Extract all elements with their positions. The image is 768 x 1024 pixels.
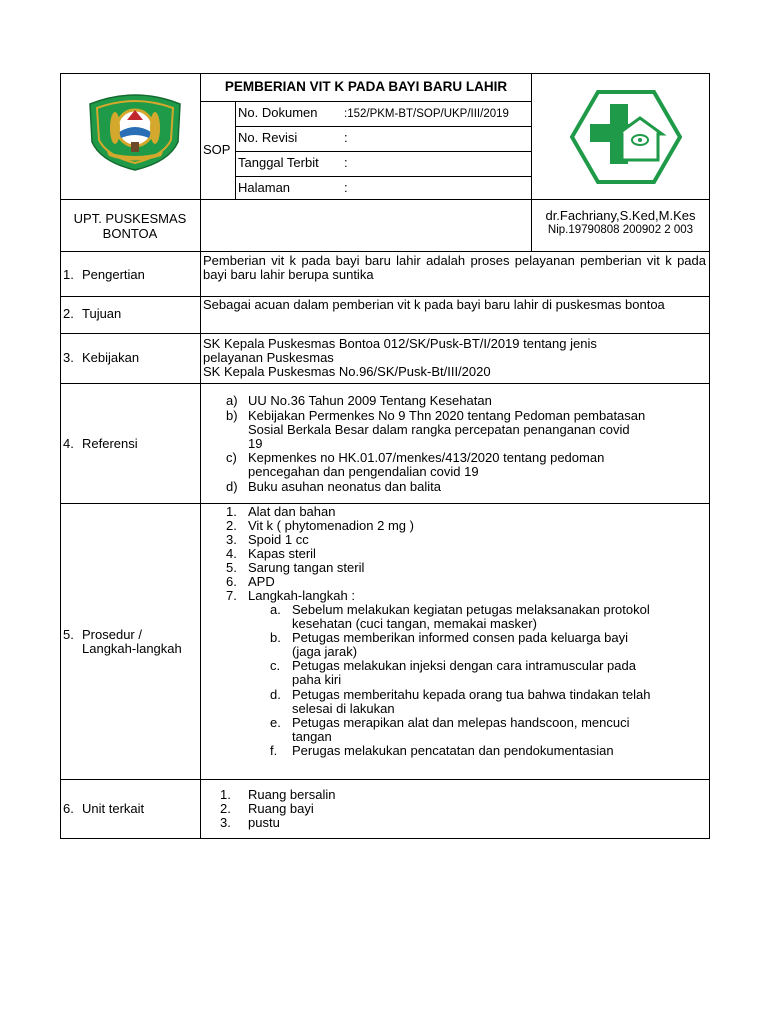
section-5-label-line-2: Langkah-langkah [82, 641, 182, 656]
section-3-line-3: SK Kepala Puskesmas No.96/SK/Pusk-Bt/III/2020 [203, 364, 491, 379]
regional-emblem-logo [85, 88, 185, 172]
meta-value-tanggal-terbit: : [344, 155, 348, 170]
list-text: Kapas steril [248, 546, 316, 561]
org-name-line-2: BONTOA [102, 226, 158, 241]
list-text: (jaga jarak) [292, 644, 358, 659]
list-text: Buku asuhan neonatus dan balita [248, 479, 441, 494]
list-marker: 7. [226, 588, 237, 603]
list-text: Spoid 1 cc [248, 532, 309, 547]
puskesmas-logo [570, 90, 682, 185]
list-text: APD [248, 574, 275, 589]
list-marker: f. [270, 743, 278, 758]
list-marker: b. [270, 630, 281, 645]
list-marker: 1. [226, 504, 237, 519]
section-3-number: 3. [63, 350, 74, 365]
org-name-line-1: UPT. PUSKESMAS [73, 211, 187, 226]
list-text: selesai di lakukan [292, 701, 395, 716]
section-2-text: Sebagai acuan dalam pemberian vit k pada bayi baru lahir di puskesmas bontoa [203, 297, 665, 312]
list-marker: c. [270, 658, 281, 673]
list-marker: 1. [220, 787, 231, 802]
list-marker: 3. [220, 815, 231, 830]
meta-label-halaman: Halaman [238, 180, 291, 195]
list-text: Alat dan bahan [248, 504, 336, 519]
section-5-number: 5. [63, 627, 74, 642]
list-text: Kepmenkes no HK.01.07/menkes/413/2020 tentang pedoman [248, 450, 605, 465]
list-marker: 3. [226, 532, 237, 547]
list-marker: 6. [226, 574, 237, 589]
section-2-number: 2. [63, 306, 74, 321]
list-marker: 2. [226, 518, 237, 533]
list-text: UU No.36 Tahun 2009 Tentang Kesehatan [248, 393, 492, 408]
list-marker: d) [226, 479, 238, 494]
section-3-label: Kebijakan [82, 350, 140, 365]
list-text: 19 [248, 436, 263, 451]
section-6-label: Unit terkait [82, 801, 145, 816]
list-text: paha kiri [292, 672, 342, 687]
list-text: Sosial Berkala Besar dalam rangka percepatan penanganan covid [248, 422, 630, 437]
section-1-text: Pemberian vit k pada bayi baru lahir adalah proses pelayanan pemberian vit k pada bayi baru lahir berupa suntika [203, 253, 706, 282]
sop-label: SOP [203, 142, 231, 157]
section-6-number: 6. [63, 801, 74, 816]
meta-value-halaman: : [344, 180, 348, 195]
signer-nip: Nip.19790808 200902 2 003 [547, 224, 694, 236]
section-4-label: Referensi [82, 436, 138, 451]
meta-value-no-revisi: : [344, 130, 348, 145]
meta-label-tanggal-terbit: Tanggal Terbit [238, 155, 319, 170]
list-marker: b) [226, 408, 238, 423]
meta-label-no-dokumen: No. Dokumen [238, 105, 318, 120]
signer-name: dr.Fachriany,S.Ked,M.Kes [545, 208, 696, 223]
list-marker: a. [270, 602, 281, 617]
list-marker: e. [270, 715, 281, 730]
section-1-number: 1. [63, 267, 74, 282]
section-4-number: 4. [63, 436, 74, 451]
list-text: Langkah-langkah : [248, 588, 355, 603]
list-text: Sebelum melakukan kegiatan petugas melaksanakan protokol [292, 602, 650, 617]
list-text: Sarung tangan steril [248, 560, 365, 575]
list-marker: 4. [226, 546, 237, 561]
section-3-line-2: pelayanan Puskesmas [203, 350, 334, 365]
list-text: Kebijakan Permenkes No 9 Thn 2020 tentang Pedoman pembatasan [248, 408, 646, 423]
list-text: Petugas melakukan injeksi dengan cara intramuscular pada [292, 658, 636, 673]
list-text: Ruang bayi [248, 801, 314, 816]
section-5-label-line-1: Prosedur / [82, 627, 142, 642]
list-text: kesehatan (cuci tangan, memakai masker) [292, 616, 537, 631]
list-text: pencegahan dan pengendalian covid 19 [248, 464, 479, 479]
list-text: Vit k ( phytomenadion 2 mg ) [248, 518, 414, 533]
list-text: Petugas memberitahu kepada orang tua bahwa tindakan telah [292, 687, 651, 702]
list-text: Petugas memberikan informed consen pada keluarga bayi [292, 630, 629, 645]
list-marker: c) [226, 450, 237, 465]
list-marker: a) [226, 393, 238, 408]
list-marker: d. [270, 687, 281, 702]
list-text: Petugas merapikan alat dan melepas handscoon, mencuci [292, 715, 630, 730]
list-text: pustu [248, 815, 280, 830]
list-text: tangan [292, 729, 332, 744]
document-title: PEMBERIAN VIT K PADA BAYI BARU LAHIR [224, 79, 508, 94]
meta-value-no-dokumen: :152/PKM-BT/SOP/UKP/III/2019 [344, 108, 509, 120]
list-marker: 5. [226, 560, 237, 575]
list-text: Perugas melakukan pencatatan dan pendokumentasian [292, 743, 614, 758]
section-1-label: Pengertian [82, 267, 145, 282]
section-2-label: Tujuan [82, 306, 122, 321]
list-marker: 2. [220, 801, 231, 816]
list-text: Ruang bersalin [248, 787, 336, 802]
section-3-line-1: SK Kepala Puskesmas Bontoa 012/SK/Pusk-BT/I/2019 tentang jenis [203, 336, 597, 351]
meta-label-no-revisi: No. Revisi [238, 130, 298, 145]
